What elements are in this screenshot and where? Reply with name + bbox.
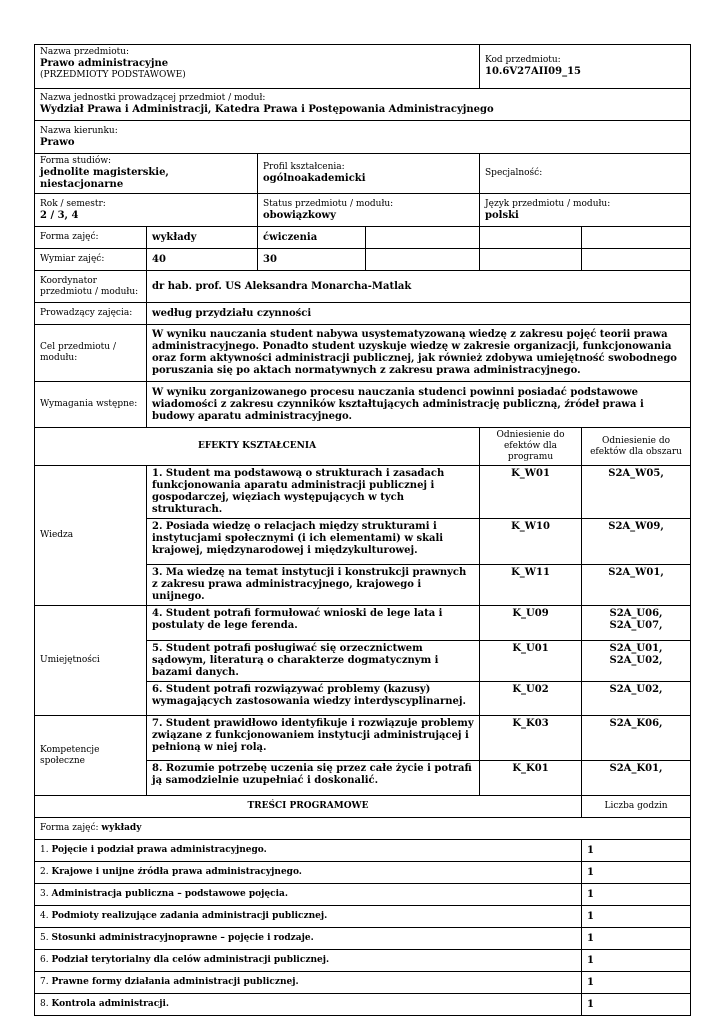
coordinator-label: Koordynator przedmiotu / modułu: — [35, 271, 147, 303]
empty-cell — [366, 227, 480, 249]
effect-4-area-1: S2A_U06, — [609, 608, 663, 619]
profile-label: Profil kształcenia: — [263, 162, 345, 172]
hours-1: 40 — [147, 249, 258, 271]
topic-number: 4. — [40, 911, 49, 921]
topic-text: Prawne formy działania administracji publicznej. — [51, 977, 299, 987]
course-name-label: Nazwa przedmiotu: — [40, 47, 130, 57]
prereq-label: Wymagania wstępne: — [35, 382, 147, 428]
unit: Wydział Prawa i Administracji, Katedra Prawa i Postępowania Administracyjnego — [40, 104, 494, 115]
class-form-1: wykłady — [147, 227, 258, 249]
topic-7 — [35, 972, 582, 994]
topic-3 — [35, 884, 582, 906]
course-code-label: Kod przedmiotu: — [485, 55, 561, 65]
topic-number: 6. — [40, 955, 49, 965]
year: 2 / 3, 4 — [40, 209, 79, 221]
goal: W wyniku nauczania student nabywa usystematyzowaną wiedzę z zakresu pojęć teorii prawa administracyjnego. Ponadto student uzyskuje wiedzę w zakresie organizacji, funkcjonowania oraz form aktywności administracji publicznej, jak również zdobywa umiejętność swobodnego poruszania się po aktach normatywnych z zakresu prawa administracyjnego. — [147, 325, 691, 382]
content-form: wykłady — [101, 823, 142, 833]
hours-2: 30 — [258, 249, 366, 271]
effect-2-text: 2. Posiada wiedzę o relacjach między strukturami i instytucjami społecznymi (i ich elementami) w skali krajowej, międzynarodowej i międzykulturowej. — [147, 519, 480, 565]
topic-text: Krajowe i unijne źródła prawa administracyjnego. — [51, 867, 302, 877]
effect-5-area-1: S2A_U01, — [609, 643, 663, 654]
course-name-cell — [35, 45, 480, 89]
effect-4-area-2: S2A_U07, — [609, 620, 663, 631]
category-skills: Umiejętności — [35, 606, 147, 716]
empty-cell — [366, 249, 480, 271]
specialty-cell — [480, 154, 691, 194]
unit-label: Nazwa jednostki prowadzącej przedmiot / moduł: — [40, 93, 266, 103]
topic-number: 2. — [40, 867, 49, 877]
prereq: W wyniku zorganizowanego procesu nauczania studenci powinni posiadać podstawowe wiadomości z zakresu czynników kształtujących administrację publiczną, źródeł prawa i budowy aparatu administracyjnego. — [147, 382, 691, 428]
hours-label: Wymiar zajęć: — [35, 249, 147, 271]
effect-3-program: K_W11 — [480, 565, 582, 606]
effect-1-area: S2A_W05, — [582, 466, 691, 519]
effect-2-area: S2A_W09, — [582, 519, 691, 565]
topic-text: Pojęcie i podział prawa administracyjnego. — [51, 845, 267, 855]
effect-5-program: K_U01 — [480, 641, 582, 682]
status: obowiązkowy — [263, 209, 336, 221]
empty-cell — [480, 249, 582, 271]
content-form-row — [35, 818, 691, 840]
empty-cell — [480, 227, 582, 249]
course-syllabus-table — [34, 44, 691, 1016]
effect-2-program: K_W10 — [480, 519, 582, 565]
topic-4-hours: 1 — [582, 906, 691, 928]
coordinator: dr hab. prof. US Aleksandra Monarcha-Matlak — [147, 271, 691, 303]
topic-8 — [35, 994, 582, 1016]
effect-4-area — [582, 606, 691, 641]
class-form-2: ćwiczenia — [258, 227, 366, 249]
category-social: Kompetencje społeczne — [35, 716, 147, 796]
class-form-label: Forma zajęć: — [35, 227, 147, 249]
topic-number: 3. — [40, 889, 49, 899]
topic-6-hours: 1 — [582, 950, 691, 972]
study-form: jednolite magisterskie, niestacjonarne — [40, 167, 169, 190]
effect-5-text: 5. Student potrafi posługiwać się orzecznictwem sądowym, literaturą o charakterze dogmatycznym i bazami danych. — [147, 641, 480, 682]
effects-header: EFEKTY KSZTAŁCENIA — [35, 428, 480, 466]
year-label: Rok / semestr: — [40, 198, 106, 209]
topic-text: Administracja publiczna – podstawowe pojęcia. — [51, 889, 288, 899]
effect-8-area: S2A_K01, — [582, 761, 691, 796]
effect-1-text: 1. Student ma podstawową o strukturach i zasadach funkcjonowania aparatu administracji publicznej i gospodarczej, więziach występujących w tych strukturach. — [147, 466, 480, 519]
study-form-label: Forma studiów: — [40, 156, 112, 166]
effect-6-text: 6. Student potrafi rozwiązywać problemy (kazusy) wymagających zastosowania wiedzy interdyscyplinarnej. — [147, 682, 480, 716]
topic-text: Kontrola administracji. — [51, 999, 170, 1009]
field: Prawo — [40, 136, 75, 148]
status-label: Status przedmiotu / modułu: — [263, 198, 394, 209]
field-cell — [35, 121, 691, 154]
study-form-cell — [35, 154, 258, 194]
effect-7-program: K_K03 — [480, 716, 582, 761]
topic-8-hours: 1 — [582, 994, 691, 1016]
effect-7-area: S2A_K06, — [582, 716, 691, 761]
teachers-label: Prowadzący zajęcia: — [35, 303, 147, 325]
category-knowledge: Wiedza — [35, 466, 147, 606]
topic-4 — [35, 906, 582, 928]
effect-6-program: K_U02 — [480, 682, 582, 716]
effect-4-text: 4. Student potrafi formułować wnioski de lege lata i postulaty de lege ferenda. — [147, 606, 480, 641]
topic-7-hours: 1 — [582, 972, 691, 994]
profile: ogólnoakademicki — [263, 173, 366, 184]
effect-8-program: K_K01 — [480, 761, 582, 796]
course-code: 10.6V27AII09_15 — [485, 66, 581, 77]
ref-program-header: Odniesienie do efektów dla programu — [480, 428, 582, 466]
language: polski — [485, 209, 519, 221]
profile-cell — [258, 154, 480, 194]
effect-4-program: K_U09 — [480, 606, 582, 641]
topic-1-hours: 1 — [582, 840, 691, 862]
effect-1-program: K_W01 — [480, 466, 582, 519]
topic-2 — [35, 862, 582, 884]
status-cell — [258, 194, 480, 227]
effect-5-area — [582, 641, 691, 682]
year-cell — [35, 194, 258, 227]
effect-8-text: 8. Rozumie potrzebę uczenia się przez całe życie i potrafi ją samodzielnie uzupełniać i doskonalić. — [147, 761, 480, 796]
language-label: Język przedmiotu / modułu: — [485, 198, 611, 209]
topic-text: Podmioty realizujące zadania administracji publicznej. — [51, 911, 328, 921]
empty-cell — [582, 249, 691, 271]
effect-6-area: S2A_U02, — [582, 682, 691, 716]
language-cell — [480, 194, 691, 227]
field-label: Nazwa kierunku: — [40, 125, 118, 136]
effect-3-area: S2A_W01, — [582, 565, 691, 606]
course-group: (PRZEDMIOTY PODSTAWOWE) — [40, 70, 186, 80]
topic-1 — [35, 840, 582, 862]
effect-3-text: 3. Ma wiedzę na temat instytucji i konstrukcji prawnych z zakresu prawa administracyjnego, krajowego i unijnego. — [147, 565, 480, 606]
topic-2-hours: 1 — [582, 862, 691, 884]
topic-number: 7. — [40, 977, 49, 987]
goal-label: Cel przedmiotu / modułu: — [35, 325, 147, 382]
specialty-label: Specjalność: — [485, 168, 543, 178]
topic-number: 1. — [40, 845, 49, 855]
course-code-cell — [480, 45, 691, 89]
topic-text: Podział terytorialny dla celów administracji publicznej. — [51, 955, 330, 965]
topic-text: Stosunki administracyjnoprawne – pojęcie i rodzaje. — [51, 933, 314, 943]
content-header: TREŚCI PROGRAMOWE — [35, 796, 582, 818]
course-name: Prawo administracyjne — [40, 58, 169, 69]
topic-5-hours: 1 — [582, 928, 691, 950]
hours-header: Liczba godzin — [582, 796, 691, 818]
topic-number: 8. — [40, 999, 49, 1009]
topic-5 — [35, 928, 582, 950]
topic-number: 5. — [40, 933, 49, 943]
topic-6 — [35, 950, 582, 972]
effect-7-text: 7. Student prawidłowo identyfikuje i rozwiązuje problemy związane z funkcjonowaniem instytucji administrującej i pełnioną w niej rolą. — [147, 716, 480, 761]
content-form-label: Forma zajęć: — [40, 823, 99, 833]
topic-3-hours: 1 — [582, 884, 691, 906]
effect-5-area-2: S2A_U02, — [609, 655, 663, 666]
empty-cell — [582, 227, 691, 249]
teachers: według przydziału czynności — [147, 303, 691, 325]
unit-cell — [35, 89, 691, 121]
ref-area-header: Odniesienie do efektów dla obszaru — [582, 428, 691, 466]
